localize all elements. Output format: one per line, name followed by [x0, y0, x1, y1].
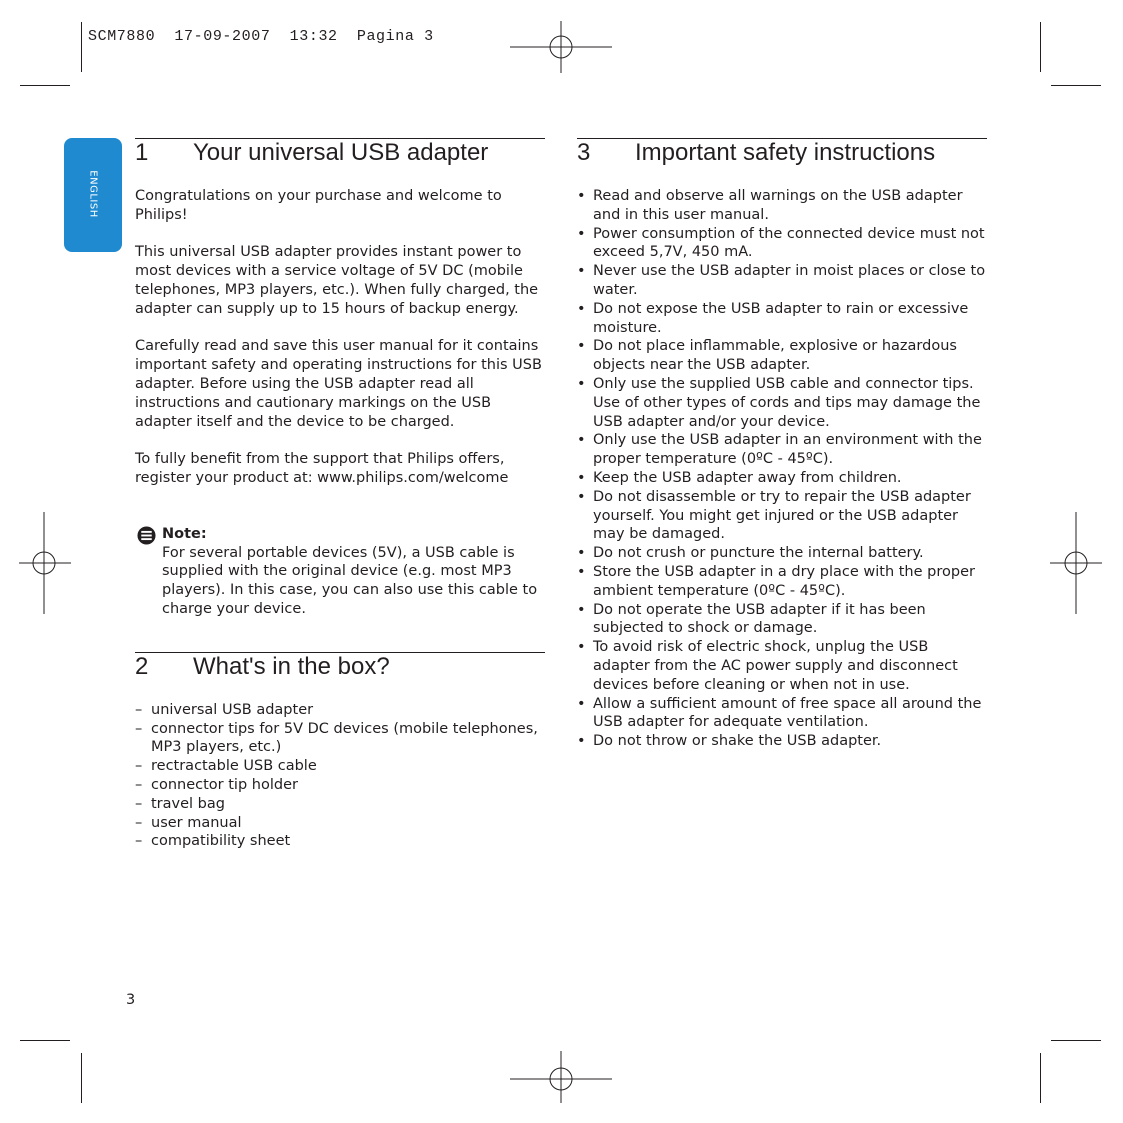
paragraph-welcome: Congratulations on your purchase and welcome to Philips!	[135, 188, 502, 223]
list-item: • Never use the USB adapter in moist places or close to water.	[577, 262, 987, 300]
crop-mark-top-right-v	[1040, 22, 1041, 72]
list-item: – connector tip holder	[135, 776, 545, 795]
paragraph-register: To fully benefit from the support that Philips offers, register your product at: www.philips.com/welcome	[135, 451, 509, 486]
section-2-title: What's in the box?	[193, 652, 390, 680]
section-1-title: Your universal USB adapter	[193, 139, 489, 166]
paragraph-read-manual: Carefully read and save this user manual for it contains important safety and operating instructions for this USB adapter. Before using the USB adapter read all instructions and cautionary markings on the USB adapter itself and the device to be charged.	[135, 338, 542, 430]
section-3-number: 3	[577, 139, 591, 166]
list-item: – user manual	[135, 814, 545, 833]
list-item: • Only use the USB adapter in an environment with the proper temperature (0ºC - 45ºC).	[577, 431, 987, 469]
slug-code: SCM7880	[88, 28, 156, 45]
list-item: • Power consumption of the connected device must not exceed 5,7V, 450 mA.	[577, 225, 987, 263]
note-title: Note:	[162, 525, 207, 542]
section-2-heading	[135, 652, 545, 687]
section-1-heading	[135, 138, 545, 173]
crop-mark-bottom-right-h	[1051, 1040, 1101, 1041]
list-item: – connector tips for 5V DC devices (mobile telephones, MP3 players, etc.)	[135, 720, 545, 758]
note-text: For several portable devices (5V), a USB cable is supplied with the original device (e.g. most MP3 players). In this case, you can also use this cable to charge your device.	[162, 544, 538, 617]
crop-mark-bottom-right-v	[1040, 1053, 1041, 1103]
list-item: • Only use the supplied USB cable and connector tips. Use of other types of cords and tips may damage the USB adapter and/or your device.	[577, 375, 987, 431]
paragraph-description: This universal USB adapter provides instant power to most devices with a service voltage of 5V DC (mobile telephones, MP3 players, etc.). When fully charged, the adapter can supply up to 15 hours of backup energy.	[135, 244, 539, 317]
section-3-title: Important safety instructions	[635, 139, 936, 166]
slug-page: Pagina 3	[356, 28, 434, 45]
list-item: • Do not place inflammable, explosive or hazardous objects near the USB adapter.	[577, 337, 987, 375]
list-item: • Read and observe all warnings on the USB adapter and in this user manual.	[577, 187, 987, 225]
section-1-number: 1	[135, 139, 149, 166]
crop-mark-bottom-left-v	[81, 1053, 82, 1103]
registration-mark-bottom	[510, 1051, 612, 1103]
list-item: • Do not operate the USB adapter if it has been subjected to shock or damage.	[577, 601, 987, 639]
list-item: • Keep the USB adapter away from children.	[577, 469, 987, 488]
list-item: – compatibility sheet	[135, 832, 545, 851]
list-item: • Allow a sufficient amount of free space all around the USB adapter for adequate ventilation.	[577, 695, 987, 733]
section-3-heading	[577, 138, 987, 173]
registration-mark-left	[19, 512, 71, 614]
list-item: • Do not disassemble or try to repair the USB adapter yourself. You might get injured or the USB adapter may be damaged.	[577, 488, 987, 544]
slug-date: 17-09-2007	[174, 28, 271, 45]
note-block	[135, 525, 545, 619]
list-item: • Do not throw or shake the USB adapter.	[577, 732, 987, 751]
box-contents-list	[135, 701, 545, 851]
registration-mark-top	[510, 21, 612, 73]
list-item: – universal USB adapter	[135, 701, 545, 720]
page-number: 3	[126, 992, 136, 1008]
crop-mark-top-left-v	[81, 22, 82, 72]
list-item: – rectractable USB cable	[135, 757, 545, 776]
crop-mark-top-left-h	[20, 85, 70, 86]
list-item: • Do not expose the USB adapter to rain or excessive moisture.	[577, 300, 987, 338]
list-item: – travel bag	[135, 795, 545, 814]
crop-mark-bottom-left-h	[20, 1040, 70, 1041]
crop-mark-top-right-h	[1051, 85, 1101, 86]
left-column	[135, 138, 545, 851]
language-tab-label: ENGLISH	[87, 170, 99, 218]
safety-instructions-list	[577, 187, 987, 751]
section-2-number: 2	[135, 652, 149, 680]
right-column	[577, 138, 987, 751]
slug-time: 13:32	[289, 28, 338, 45]
list-item: • Store the USB adapter in a dry place with the proper ambient temperature (0ºC - 45ºC).	[577, 563, 987, 601]
list-item: • Do not crush or puncture the internal battery.	[577, 544, 987, 563]
list-item: • To avoid risk of electric shock, unplug the USB adapter from the AC power supply and disconnect devices before cleaning or when not in use.	[577, 638, 987, 694]
note-icon	[137, 526, 156, 545]
print-slug	[88, 28, 434, 45]
registration-mark-right	[1050, 512, 1102, 614]
